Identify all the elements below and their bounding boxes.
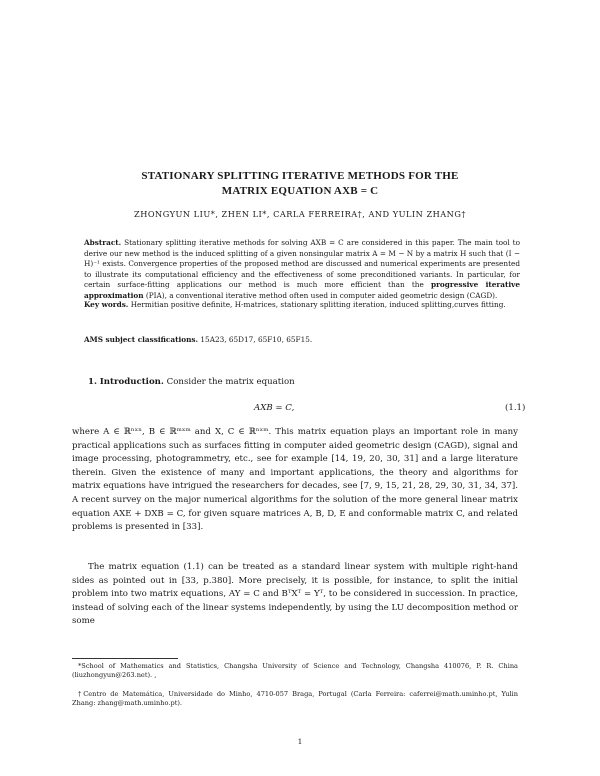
paragraph-2: The matrix equation (1.1) can be treated as a standard linear system with multiple right-hand sides as pointed out in [33, p.380]. More precisely, it is possible, for instance, to split the initial problem into two matrix equations, AY = C and BᵀXᵀ = Yᵀ, to be considered in succession. In practice, instead of solving each of the linear systems independently, by using the LU decomposition method or some [72,562,518,627]
paper-title [60,169,540,199]
footnote-1: *School of Mathematics and Statistics, Changsha University of Science and Technology, Changsha 410076, P. R. China (liuzhongyun@263.net). , [72,662,518,680]
ams-label: AMS subject classifications. [84,335,199,344]
equation-text: AXB = C, [254,403,295,413]
abstract [84,238,520,302]
abstract-label: Abstract. [84,238,122,247]
abstract-text: Stationary splitting iterative methods for solving AXB = C are considered in this paper. The main tool to derive our new method is the induced splitting of a given nonsingular matrix A = M − N by a matrix H such that (I − H)⁻¹ exists. Convergence properties of the proposed method are discussed and numerical experiments are presented to illustrate its computational efficiency and the effectiveness of some preconditioned variants. In particular, for certain surface-fitting applications our method is much more efficient than the [84,238,520,290]
keywords-text: Hermitian positive definite, H-matrices, stationary splitting iteration, induced splitting,curves fitting. [130,300,506,309]
keywords-label: Key words. [84,300,129,309]
abstract-emphasis: progressive iterative approximation [84,280,520,300]
author-list: ZHONGYUN LIU*, ZHEN LI*, CARLA FERREIRA†, AND YULIN ZHANG† [134,209,466,219]
section-title: Introduction. [99,377,164,387]
equation-number: (1.1) [505,403,526,413]
section-heading [88,377,295,387]
title-line-2: MATRIX EQUATION AXB = C [221,185,379,197]
paragraph-1: where A ∈ ℝⁿˣⁿ, B ∈ ℝᵐˣᵐ and X, C ∈ ℝⁿˣᵐ. This matrix equation plays an important role in many practical applications such as surfaces fitting in computer aided geometric design (CAGD), signal and image processing, photogrammetry, etc., see for example [14, 19, 20, 30, 31] and a large literature therein. Given the existence of many and important applications, the theory and algorithms for matrix equations have intrigued the researchers for decades, see [7, 9, 15, 21, 28, 29, 30, 31, 34, 37]. A recent survey on the major numerical algorithms for the solution of the more general linear matrix equation AXE + DXB = C, for given square matrices A, B, D, E and conformable matrix C, and related problems is presented in [33]. [72,427,518,533]
page-number: 1 [297,737,303,746]
section-number: 1. [88,377,97,387]
title-line-1: STATIONARY SPLITTING ITERATIVE METHODS FOR THE [141,170,459,182]
footnote-2: †Centro de Matemática, Universidade do Minho, 4710-057 Braga, Portugal (Carla Ferreira: caferrei@math.uminho.pt, Yulin Zhang: zhang@math.uminho.pt). [72,690,518,708]
footnote-rule [72,658,178,659]
ams-classifications [84,335,520,346]
section-lead: Consider the matrix equation [166,377,295,387]
keywords [84,300,520,311]
ams-text: 15A23, 65D17, 65F10, 65F15. [200,335,313,344]
abstract-tail: (PIA), a conventional iterative method often used in computer aided geometric design (CAGD). [145,290,498,300]
